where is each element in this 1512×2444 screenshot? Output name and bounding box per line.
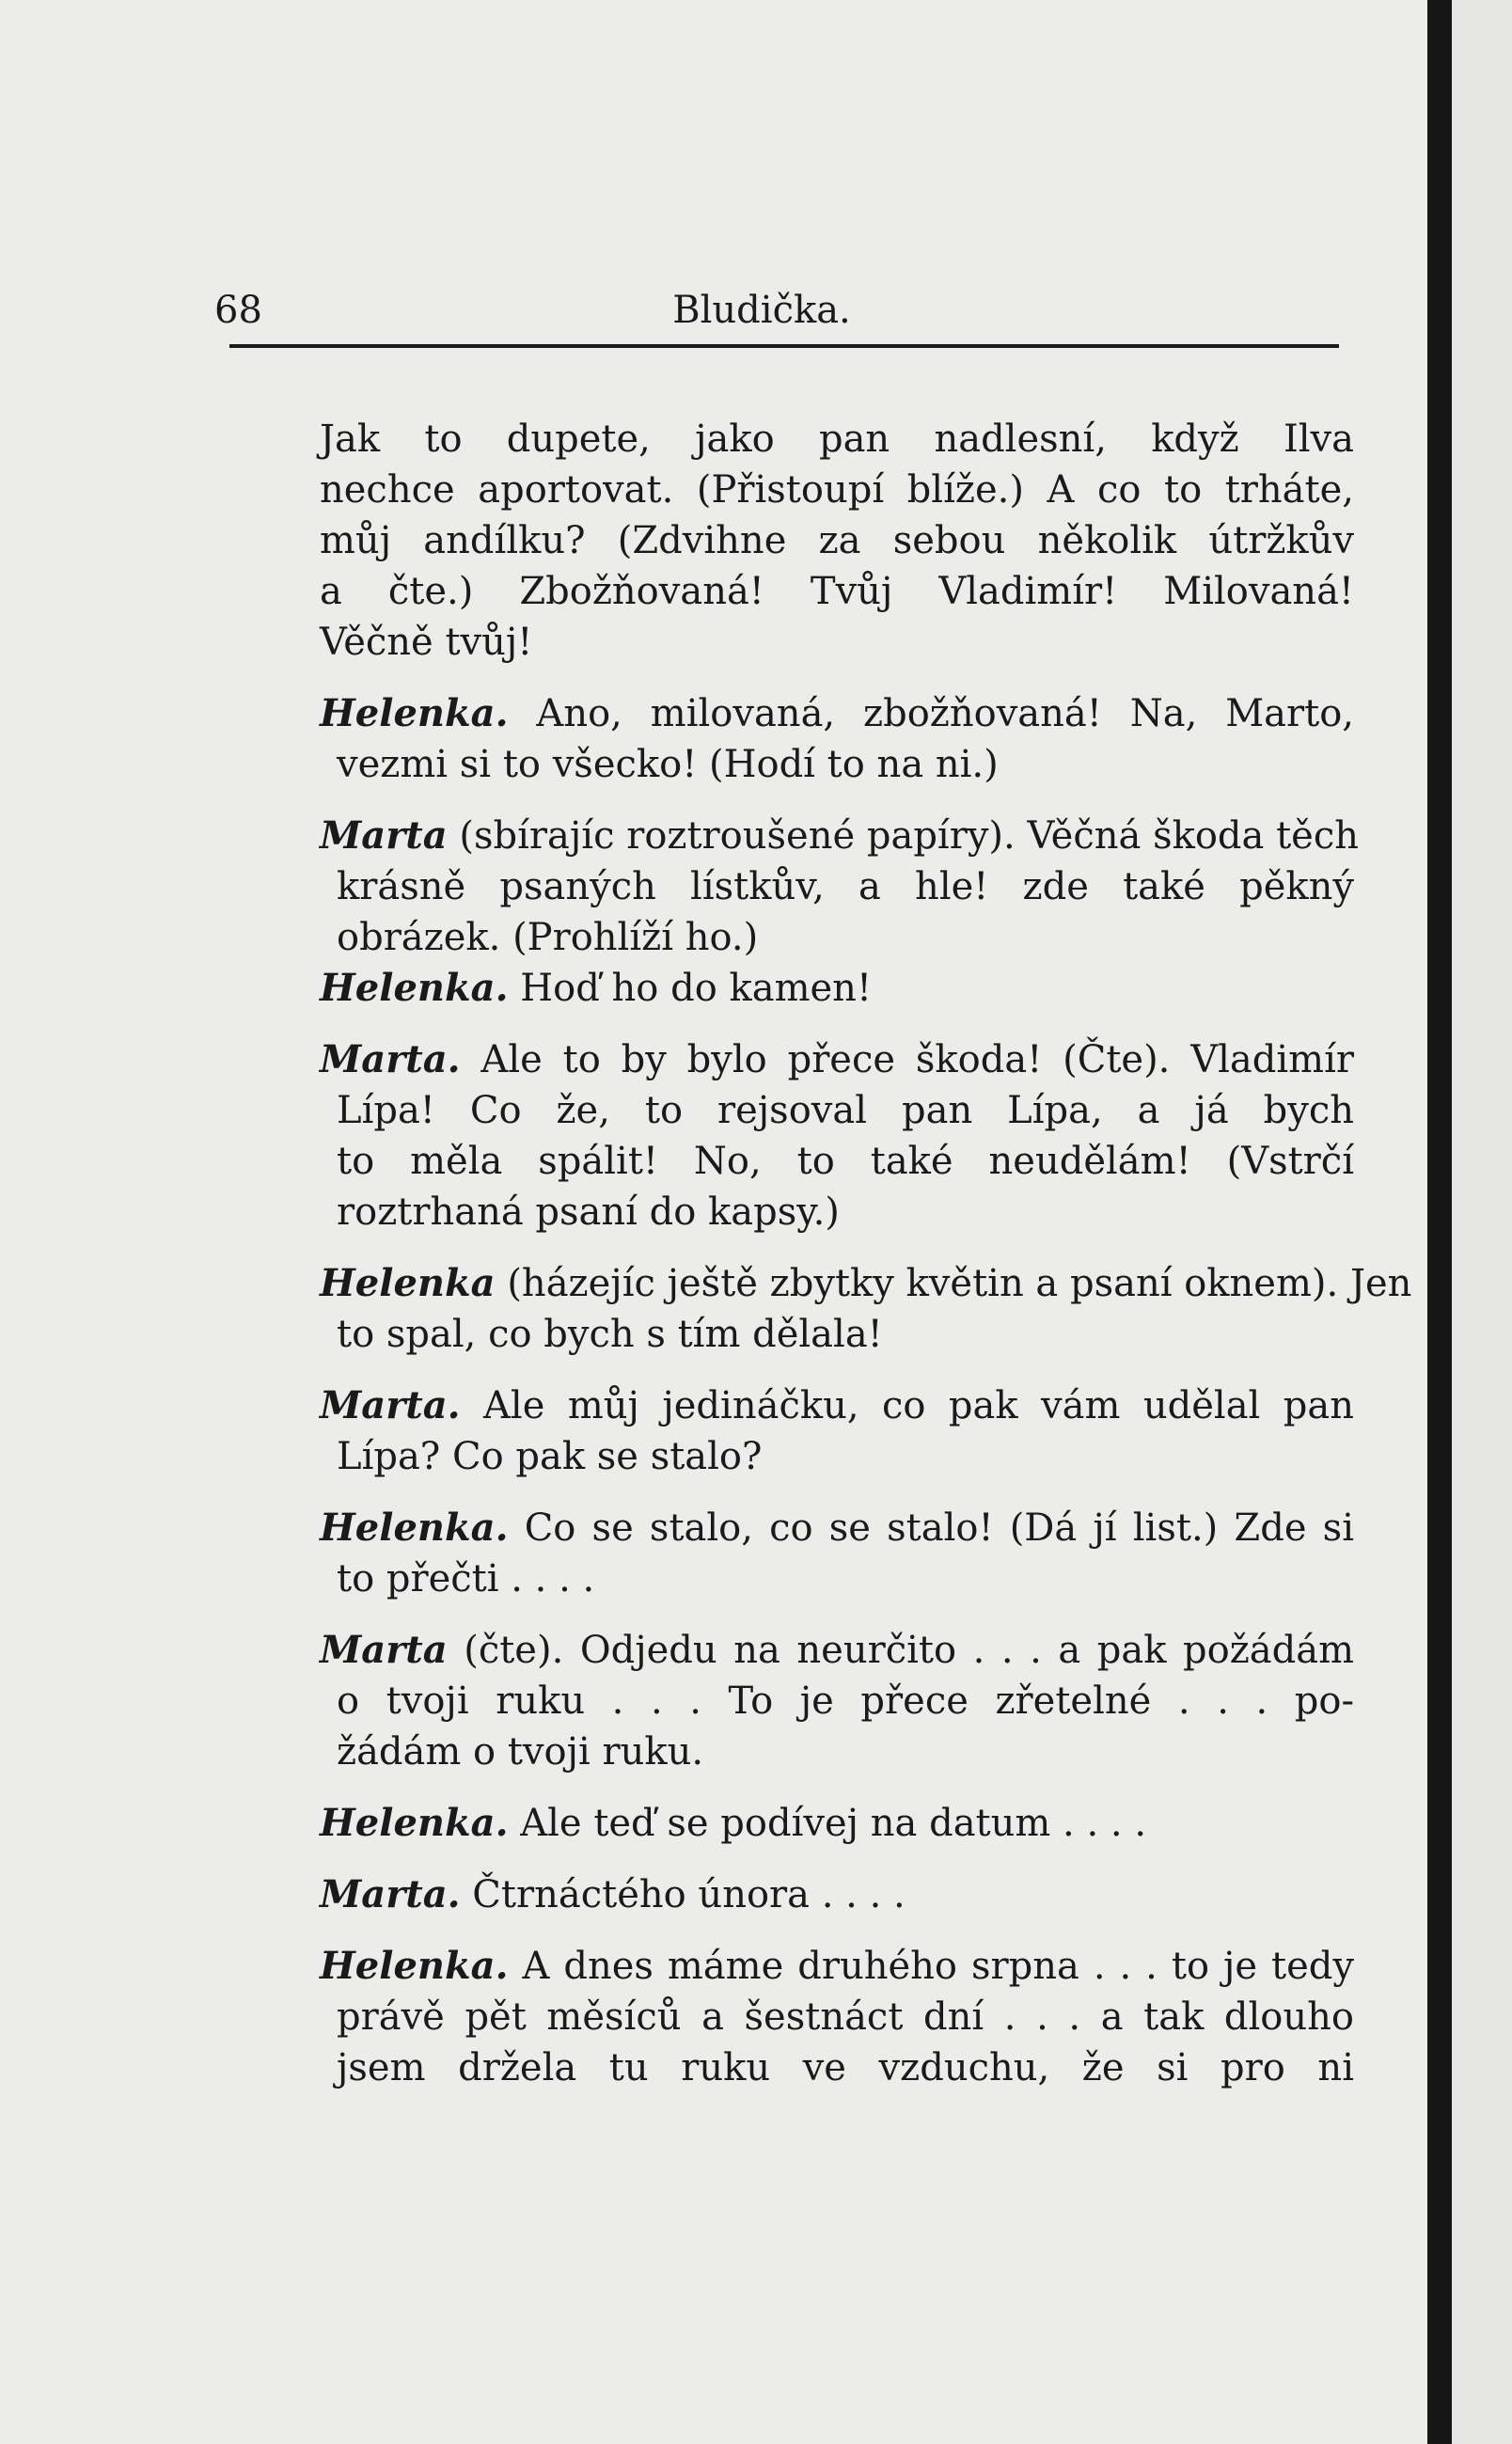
speech-first-line — [320, 1258, 1412, 1309]
speech-text: Ale to by bylo přece škoda! (Čte). Vladimír — [460, 1038, 1354, 1081]
page-text — [320, 414, 1412, 2093]
header-rule — [229, 344, 1339, 348]
text-line: to spal, co bych s tím dělala! — [337, 1313, 883, 1356]
speaker-name: Marta — [320, 813, 448, 858]
speech-text: Hoď ho do kamen! — [508, 967, 873, 1010]
dialogue-helenka — [320, 963, 1354, 1014]
text-line: Věčně tvůj! — [320, 621, 533, 664]
text-line: Jak to dupete, jako pan nadlesní, když Ilva — [320, 418, 1354, 461]
text-line: krásně psaných lístkův, a hle! zde také pěkný — [337, 865, 1354, 908]
running-title: Bludička. — [672, 289, 851, 332]
text-line: Lípa! Co že, to rejsoval pan Lípa, a já bych — [337, 1089, 1354, 1132]
speech-first-line — [320, 1503, 1354, 1553]
speech-text: Ale teď se podívej na datum . . . . — [508, 1802, 1147, 1845]
text-line: to přečti . . . . — [337, 1557, 595, 1600]
speech-first-line — [320, 963, 1354, 1014]
speech-text: (házejíc ještě zbytky květin a psaní oknem). Jen — [495, 1262, 1412, 1305]
text-line: právě pět měsíců a šestnáct dní . . . a tak dlouho — [337, 1995, 1354, 2039]
dialogue-helenka — [320, 1503, 1354, 1604]
dialogue-marta — [320, 1034, 1354, 1238]
speech-text: Čtrnáctého února . . . . — [460, 1873, 906, 1916]
speech-text: Ale můj jedináčku, co pak vám udělal pan — [460, 1384, 1354, 1427]
speech-text: A dnes máme druhého srpna . . . to je tedy — [508, 1945, 1354, 1988]
speech-text: Co se stalo, co se stalo! (Dá jí list.) Zde si — [508, 1506, 1354, 1550]
speech-first-line — [320, 1380, 1354, 1431]
text-line: můj andílku? (Zdvihne za sebou několik útržkův — [320, 519, 1354, 562]
dialogue-marta — [320, 1380, 1354, 1482]
adjacent-page-edge — [1452, 0, 1512, 2444]
speaker-name: Helenka. — [320, 691, 509, 735]
speaker-name: Marta. — [320, 1872, 461, 1916]
text-line: obrázek. (Prohlíží ho.) — [337, 916, 759, 959]
speaker-name: Helenka — [320, 1261, 496, 1305]
text-line: vezmi si to všecko! (Hodí to na ni.) — [337, 743, 999, 786]
speech-first-line — [320, 1034, 1354, 1085]
dialogue-helenka — [320, 1258, 1412, 1360]
text-line: jsem držela tu ruku ve vzduchu, že si pro ni — [337, 2046, 1354, 2089]
speaker-name: Marta. — [320, 1383, 461, 1427]
dialogue-helenka — [320, 1941, 1354, 2093]
speech-first-line — [320, 1798, 1354, 1849]
speech-text: (sbírajíc roztroušené papíry). Věčná škoda těch — [447, 814, 1360, 858]
speech-first-line — [320, 688, 1354, 739]
speech-first-line — [320, 1941, 1354, 1992]
text-line: žádám o tvoji ruku. — [337, 1730, 704, 1774]
text-line: o tvoji ruku . . . To je přece zřetelné . . . po- — [337, 1679, 1354, 1723]
dialogue-marta — [320, 1625, 1354, 1777]
text-line: roztrhaná psaní do kapsy.) — [337, 1190, 840, 1234]
book-gutter — [1427, 0, 1452, 2444]
text-line: to měla spálit! No, to také neudělám! (Vstrčí — [337, 1140, 1354, 1183]
speech-text: Ano, milovaná, zbožňovaná! Na, Marto, — [508, 692, 1354, 735]
speaker-name: Helenka. — [320, 1506, 509, 1550]
text-line: a čte.) Zbožňovaná! Tvůj Vladimír! Milovaná! — [320, 570, 1354, 613]
dialogue-marta — [320, 1869, 1354, 1920]
speaker-name: Helenka. — [320, 1801, 509, 1845]
paragraph-continuation — [320, 414, 1354, 668]
speaker-name: Helenka. — [320, 966, 509, 1010]
text-line: nechce aportovat. (Přistoupí blíže.) A co to trháte, — [320, 468, 1354, 512]
page-number: 68 — [214, 289, 262, 332]
speech-first-line — [320, 1869, 1354, 1920]
speech-first-line — [320, 811, 1360, 861]
dialogue-helenka — [320, 1798, 1354, 1849]
speaker-name: Helenka. — [320, 1944, 509, 1988]
dialogue-helenka — [320, 688, 1354, 790]
speech-text: (čte). Odjedu na neurčito . . . a pak požádám — [447, 1629, 1354, 1672]
dialogue-marta — [320, 811, 1360, 963]
text-line: Lípa? Co pak se stalo? — [337, 1435, 763, 1478]
speaker-name: Marta — [320, 1628, 448, 1672]
speech-first-line — [320, 1625, 1354, 1676]
speaker-name: Marta. — [320, 1037, 461, 1081]
